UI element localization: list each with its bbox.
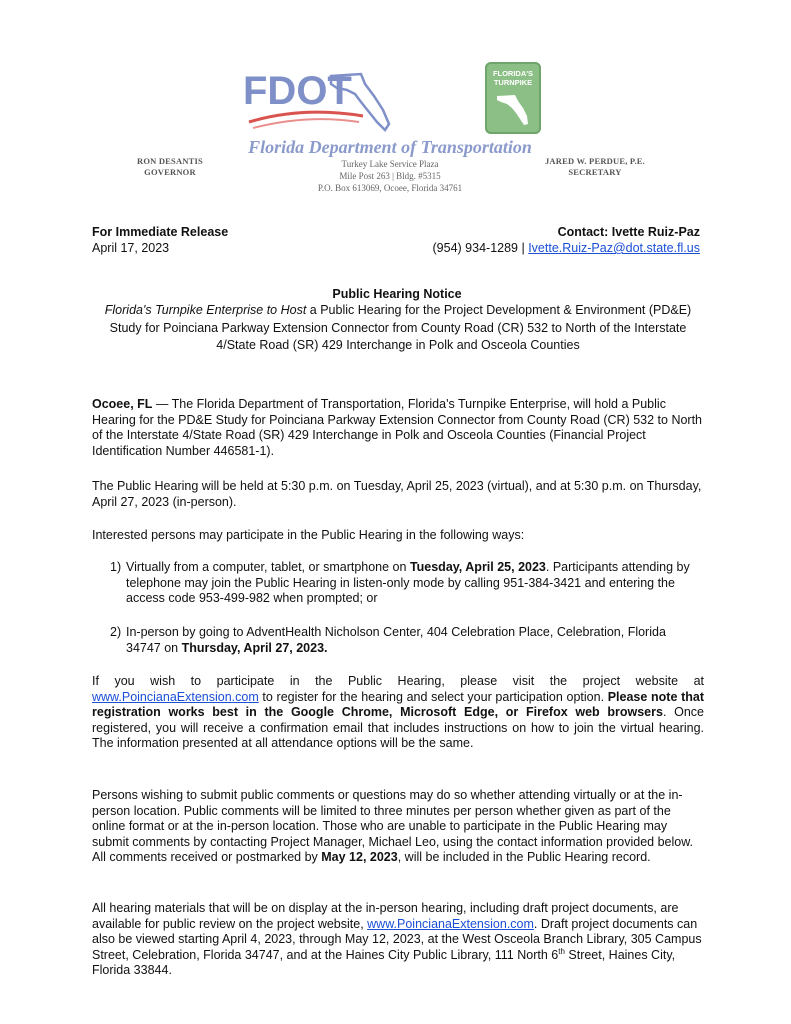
list-item-in-person-text [126, 625, 704, 656]
contact-phone: (954) 934-1289 | [432, 241, 529, 255]
paragraph-intro [92, 397, 704, 459]
list-item-virtual-b: . Participants attending by telephone may join the Public Hearing in listen-only mode by calling 951-384-3421 and entering the access code 953-499-982 when prompted; or [126, 560, 690, 605]
ordinal-suffix: th [558, 946, 565, 956]
contact-info [398, 240, 700, 256]
fdot-logo-text: FDOT [243, 69, 352, 113]
paragraph-comments-a: Persons wishing to submit public comments or questions may do so whether attending virtually or at the in-person location. Public comments will be limited to three minutes per person whether given as part of the online format or at the in-person location. Those who are unable to participate in the Public Hearing may submit comments by contacting Project Manager, Michael Leo, using the contact information provided below. All comments received or postmarked by [92, 788, 694, 864]
paragraph-intro-text: — The Florida Department of Transportation, Florida's Turnpike Enterprise, will hold a Public Hearing for the PD&E Study for Poinciana Parkway Extension Connector from County Road (CR) 532 to North of the Interstate 4/State Road (SR) 429 Interchange in Polk and Osceola Counties (Financial Project Identification Number 446581-1). [92, 397, 703, 458]
governor-title: GOVERNOR [144, 167, 196, 177]
list-item-virtual-text [126, 560, 704, 607]
secretary-name: JARED W. PERDUE, P.E. [544, 156, 645, 166]
dateline: Ocoee, FL [92, 397, 153, 411]
project-website-link-2[interactable]: www.PoincianaExtension.com [367, 916, 534, 931]
contact-label: Contact: Ivette Ruiz-Paz [557, 225, 700, 239]
paragraph-schedule: The Public Hearing will be held at 5:30 p.m. on Tuesday, April 25, 2023 (virtual), and at 5:30 p.m. on Thursday, April 27, 2023 (in-person). [92, 479, 702, 509]
governor-block [120, 156, 220, 178]
turnpike-logo [485, 62, 541, 134]
notice-subtitle [100, 302, 696, 355]
list-item-virtual-a: Virtually from a computer, tablet, or smartphone on [126, 560, 410, 574]
list-item-virtual-date: Tuesday, April 25, 2023 [409, 560, 546, 574]
turnpike-logo-line1: FLORIDA'S [492, 69, 534, 78]
notice-title: Public Hearing Notice [332, 287, 462, 301]
paragraph-materials-b: . Draft project documents can also be viewed starting April 4, 2023, through May 12, 2023, at the West Osceola Branch Library, 305 Campus Street, Celebration, Florida 34747, and at the Haines City Public Library, 111 North 6 [92, 916, 702, 962]
address-line-3: P.O. Box 613069, Ocoee, Florida 34761 [317, 183, 463, 193]
list-item-in-person [110, 625, 704, 656]
paragraph-registration-c: . Once registered, you will receive a confirmation email that includes instructions on how to join the virtual hearing. The information presented at all attendance options will be the same. [92, 705, 705, 750]
paragraph-materials-c: Street, Haines City, Florida 33844. [92, 947, 676, 977]
project-website-link[interactable]: www.PoincianaExtension.com [92, 689, 259, 704]
list-item-virtual [110, 560, 704, 607]
notice-subtitle-rest: a Public Hearing for the Project Development & Environment (PD&E) Study for Poinciana Parkway Extension Connector from County Road (CR) 532 to North of the Interstate 4/State Road (SR) 429 Interchange in Polk and Osceola Counties [109, 303, 692, 352]
secretary-title: SECRETARY [568, 167, 622, 177]
turnpike-logo-line2: TURNPIKE [493, 78, 533, 87]
secretary-block [540, 156, 650, 178]
paragraph-comments [92, 788, 704, 866]
release-label: For Immediate Release [92, 225, 229, 239]
paragraph-ways: Interested persons may participate in the Public Hearing in the following ways: [92, 528, 525, 542]
florida-map-icon [495, 92, 531, 128]
agency-name: Florida Department of Transportation [248, 137, 532, 157]
list-item-in-person-date: Thursday, April 27, 2023. [181, 640, 328, 655]
list-number: 1) [110, 560, 122, 574]
comment-deadline: May 12, 2023 [321, 850, 398, 864]
governor-name: RON DESANTIS [137, 156, 203, 166]
release-date: April 17, 2023 [92, 241, 170, 255]
address-block [300, 158, 480, 194]
address-line-2: Mile Post 263 | Bldg. #5315 [339, 171, 441, 181]
browser-note: Please note that registration works best in the Google Chrome, Microsoft Edge, or Firefox web browsers [92, 689, 704, 719]
notice-subtitle-italic: Florida's Turnpike Enterprise to Host [104, 303, 307, 317]
paragraph-materials [92, 901, 704, 979]
list-number: 2) [110, 625, 122, 639]
fdot-logo [243, 66, 393, 136]
paragraph-materials-a: All hearing materials that will be on display at the in-person hearing, including draft project documents, are available for public review on the project website, [92, 901, 679, 931]
fdot-logo-graphic [243, 66, 393, 136]
paragraph-registration-b: to register for the hearing and select your participation option. [258, 689, 608, 704]
address-line-1: Turkey Lake Service Plaza [341, 159, 439, 169]
paragraph-registration [92, 674, 704, 752]
paragraph-registration-a: If you wish to participate in the Public Hearing, please visit the project website at [92, 674, 704, 688]
contact-email-link[interactable]: Ivette.Ruiz-Paz@dot.state.fl.us [528, 241, 700, 255]
list-item-in-person-a: In-person by going to AdventHealth Nicholson Center, 404 Celebration Place, Celebration, Florida 34747 on [126, 625, 666, 655]
paragraph-comments-b: , will be included in the Public Hearing record. [397, 850, 651, 864]
